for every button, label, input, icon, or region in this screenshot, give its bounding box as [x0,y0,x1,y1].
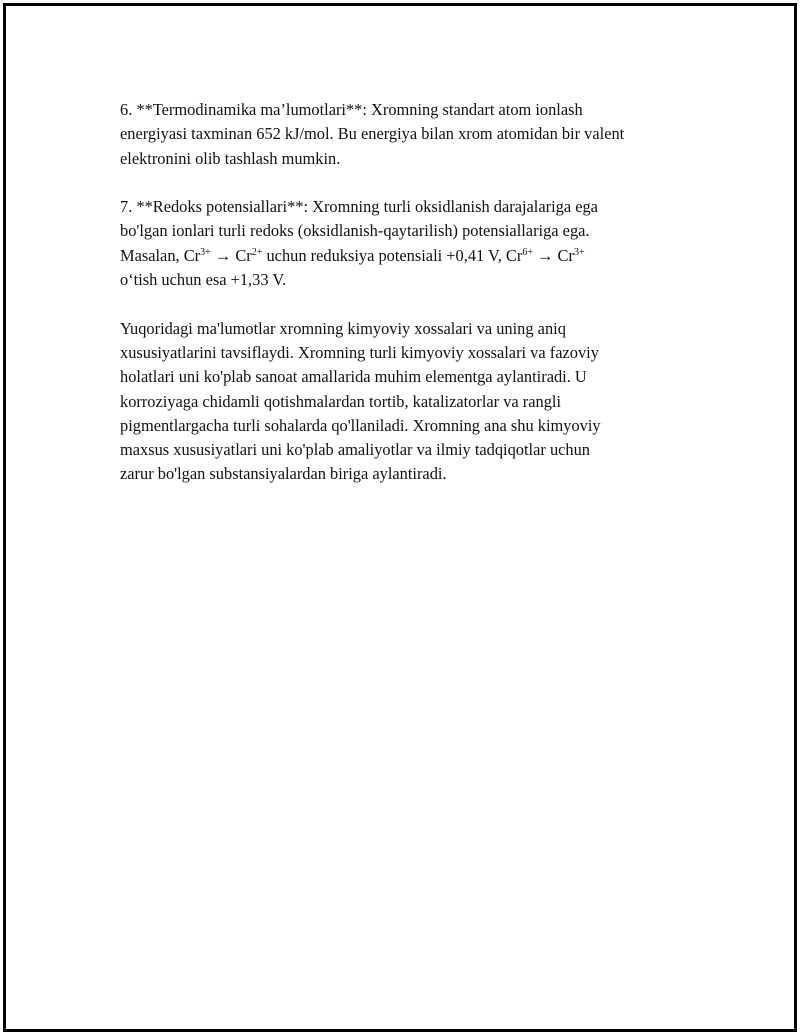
text-line: Yuqoridagi ma'lumotlar xromning kimyoviy xossalari va uning aniq [120,318,566,338]
redox-prefix: Masalan, Cr [120,245,201,265]
text-line: bo'lgan ionlari turli redoks (oksidlanish-qaytarilish) potensiallariga ega. [120,221,590,241]
text-line: xususiyatlarini tavsiflaydi. Xromning turli kimyoviy xossalari va fazoviy [120,342,599,362]
text-line: 6. **Termodinamika ma’lumotlari**: Xromning standart atom ionlash [120,100,583,119]
text-line: energiyasi taxminan 652 kJ/mol. Bu energiya bilan xrom atomidan bir valent [120,124,625,144]
text-line: maxsus xususiyatlari uni ko'plab amaliyotlar va ilmiy tadqiqotlar uchun [120,440,590,460]
document-page [3,3,797,1032]
arrow-text: → Cr [210,245,252,265]
text-line: elektronini olib tashlash mumkin. [120,148,341,168]
paragraph-redox [120,195,695,292]
redox-line [120,244,695,268]
text-line: o‘tish uchun esa +1,33 V. [120,270,287,290]
charge-superscript: 2+ [251,246,263,258]
text-line: korroziyaga chidamli qotishmalardan tortib, katalizatorlar va rangli [120,391,562,411]
text-line: 7. **Redoks potensiallari**: Xromning turli oksidlanish darajalariga ega [120,197,598,217]
charge-superscript: 3+ [573,246,585,258]
arrow-text: → Cr [532,245,574,265]
text-line: zarur bo'lgan substansiyalardan biriga aylantiradi. [120,464,447,484]
text-line: pigmentlargacha turli sohalarda qo'llaniladi. Xromning ana shu kimyoviy [120,415,601,435]
document-body [120,98,695,511]
paragraph-summary [120,317,695,487]
charge-superscript: 6+ [522,246,533,258]
charge-superscript: 3+ [200,246,211,258]
paragraph-thermodynamics [120,98,695,171]
text-line: holatlari uni ko'plab sanoat amallarida muhim elementga aylantiradi. U [120,367,587,387]
redox-middle: uchun reduksiya potensiali +0,41 V, Cr [262,245,523,265]
